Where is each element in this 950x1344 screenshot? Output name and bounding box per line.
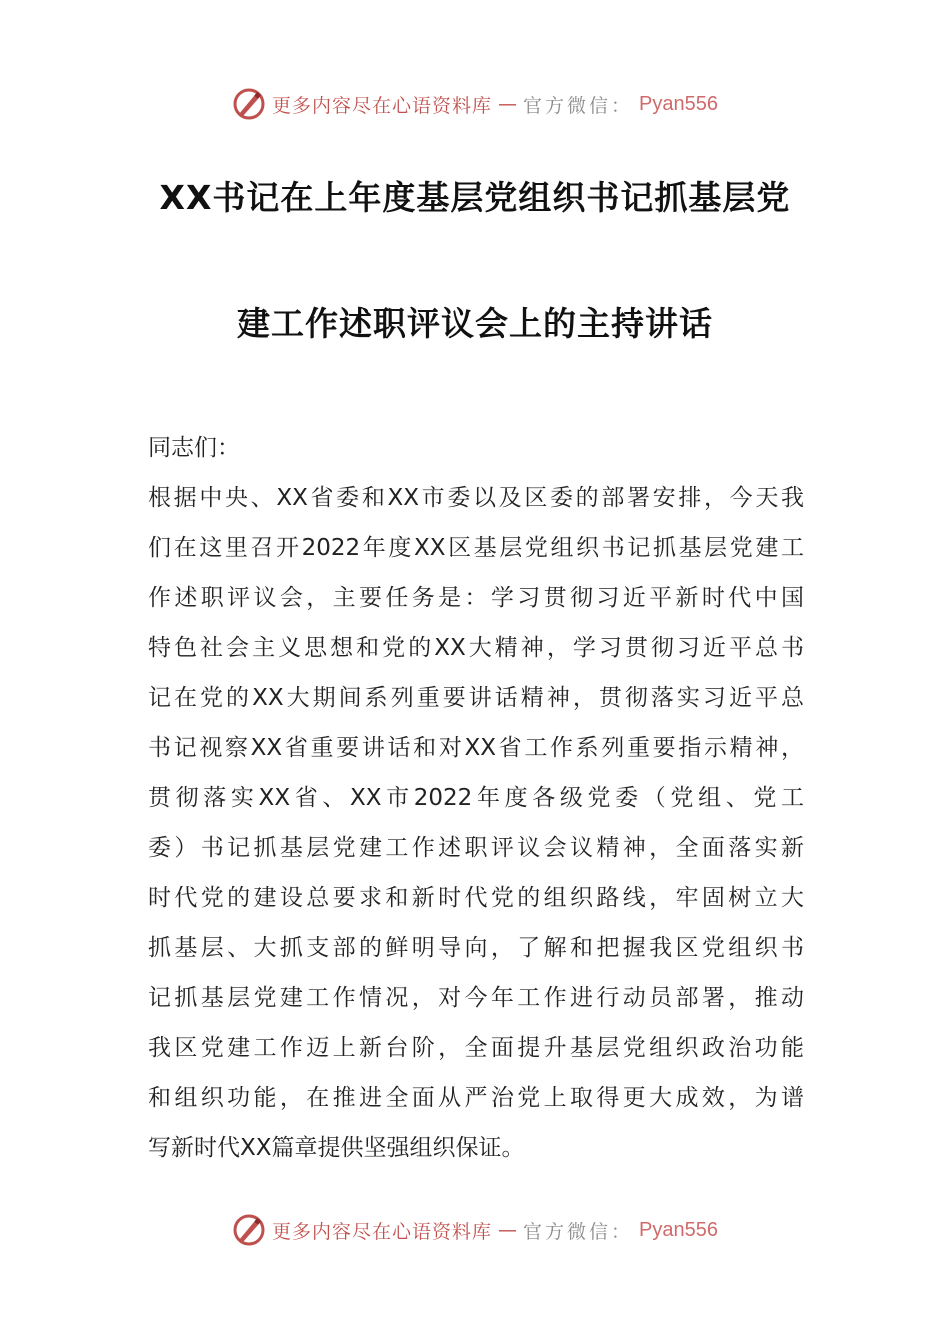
paragraph-line: 抓基层、大抓支部的鲜明导向，了解和把握我区党组织书 (148, 935, 804, 961)
watermark-site-text: 更多内容尽在心语资料库 (272, 94, 493, 117)
paragraph-line: 我区党建工作迈上新台阶，全面提升基层党组织政治功能 (148, 1035, 804, 1061)
document-title-line-2: 建工作述职评议会上的主持讲话 (237, 304, 713, 343)
paragraph-line: 特色社会主义思想和党的XX大精神，学习贯彻习近平总书 (148, 635, 804, 661)
paragraph-line: 记抓基层党建工作情况，对今年工作进行动员部署，推动 (148, 985, 804, 1011)
paragraph-line: 书记视察XX省重要讲话和对XX省工作系列重要指示精神， (148, 735, 804, 761)
watermark-separator: — (498, 93, 518, 115)
footer-watermark (0, 1208, 950, 1252)
paragraph-line: 记在党的XX大期间系列重要讲话精神，贯彻落实习近平总 (148, 685, 804, 711)
paragraph-line: 根据中央、XX省委和XX市委以及区委的部署安排，今天我 (148, 485, 804, 511)
paragraph-line: 委）书记抓基层党建工作述职评议会议精神，全面落实新 (148, 835, 804, 861)
paragraph-line: 们在这里召开2022年度XX区基层党组织书记抓基层党建工 (148, 535, 804, 561)
paragraph-line: 时代党的建设总要求和新时代党的组织路线，牢固树立大 (148, 885, 804, 911)
pen-in-circle-logo-icon (232, 1213, 266, 1247)
paragraph-line: 贯彻落实XX省、XX市2022年度各级党委（党组、党工 (148, 785, 804, 811)
header-watermark (0, 82, 950, 126)
watermark-separator: — (498, 1219, 518, 1241)
watermark-label: 官方微信： (523, 94, 634, 117)
paragraph-line: 写新时代XX篇章提供坚强组织保证。 (148, 1135, 525, 1161)
greeting: 同志们： (148, 435, 240, 461)
document-title-line-1: XX书记在上年度基层党组织书记抓基层党 (159, 178, 791, 217)
paragraph-line: 和组织功能，在推进全面从严治党上取得更大成效，为谱 (148, 1085, 804, 1111)
watermark-account: Pyan556 (639, 92, 718, 115)
watermark-account: Pyan556 (639, 1218, 718, 1241)
watermark-label: 官方微信： (523, 1220, 634, 1243)
paragraph-line: 作述职评议会，主要任务是：学习贯彻习近平新时代中国 (148, 585, 804, 611)
watermark-site-text: 更多内容尽在心语资料库 (272, 1220, 493, 1243)
pen-in-circle-logo-icon (232, 87, 266, 121)
